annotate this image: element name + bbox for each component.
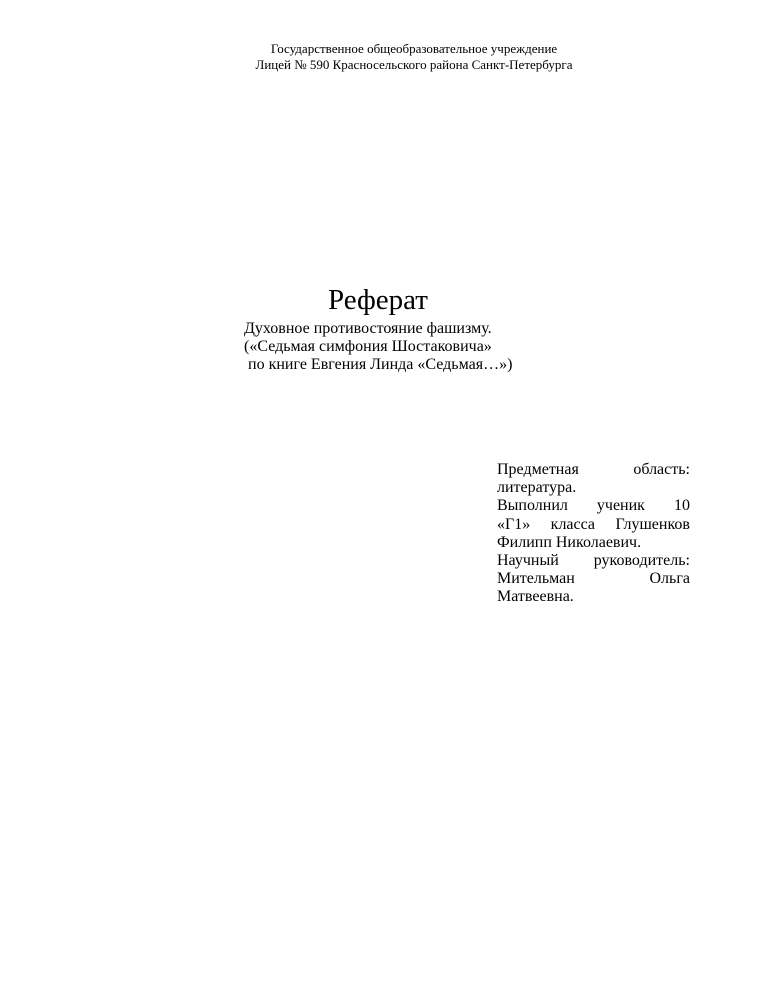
info-word: Глушенков xyxy=(615,515,690,533)
info-word: Выполнил xyxy=(497,497,568,515)
info-word: 10 xyxy=(673,497,690,515)
info-line-supervisor-patronymic: Матвеевна. xyxy=(497,588,574,606)
document-title: Реферат xyxy=(328,284,428,316)
info-word: «Г1» xyxy=(497,515,531,533)
document-subtitle xyxy=(244,320,512,374)
info-word: ученик xyxy=(596,497,645,515)
info-line-subject xyxy=(497,461,690,479)
info-line-author-name: Филипп Николаевич. xyxy=(497,533,642,551)
subtitle-line-2: («Седьмая симфония Шостаковича» xyxy=(244,338,492,355)
info-line-author-label xyxy=(497,497,690,515)
info-word: область: xyxy=(633,461,690,478)
institution-header xyxy=(0,41,768,73)
info-word: Ольга xyxy=(649,570,690,588)
subtitle-line-3: по книге Евгения Линда «Седьмая…») xyxy=(244,356,513,373)
info-line-author-class xyxy=(497,516,690,534)
info-word: Предметная xyxy=(497,461,579,478)
subtitle-line-1: Духовное противостояние фашизму. xyxy=(244,320,492,337)
info-line-subject-value: литература. xyxy=(497,479,577,497)
author-info-block xyxy=(497,461,690,607)
header-line-1: Государственное общеобразовательное учреждение xyxy=(270,41,558,56)
header-line-2: Лицей № 590 Красносельского района Санкт-Петербурга xyxy=(255,57,573,72)
info-line-supervisor-name xyxy=(497,570,690,588)
info-word: класса xyxy=(550,515,596,533)
info-word: Научный xyxy=(497,552,559,570)
info-line-supervisor-label xyxy=(497,552,690,570)
info-word: Мительман xyxy=(497,570,575,588)
info-word: руководитель: xyxy=(593,552,690,570)
